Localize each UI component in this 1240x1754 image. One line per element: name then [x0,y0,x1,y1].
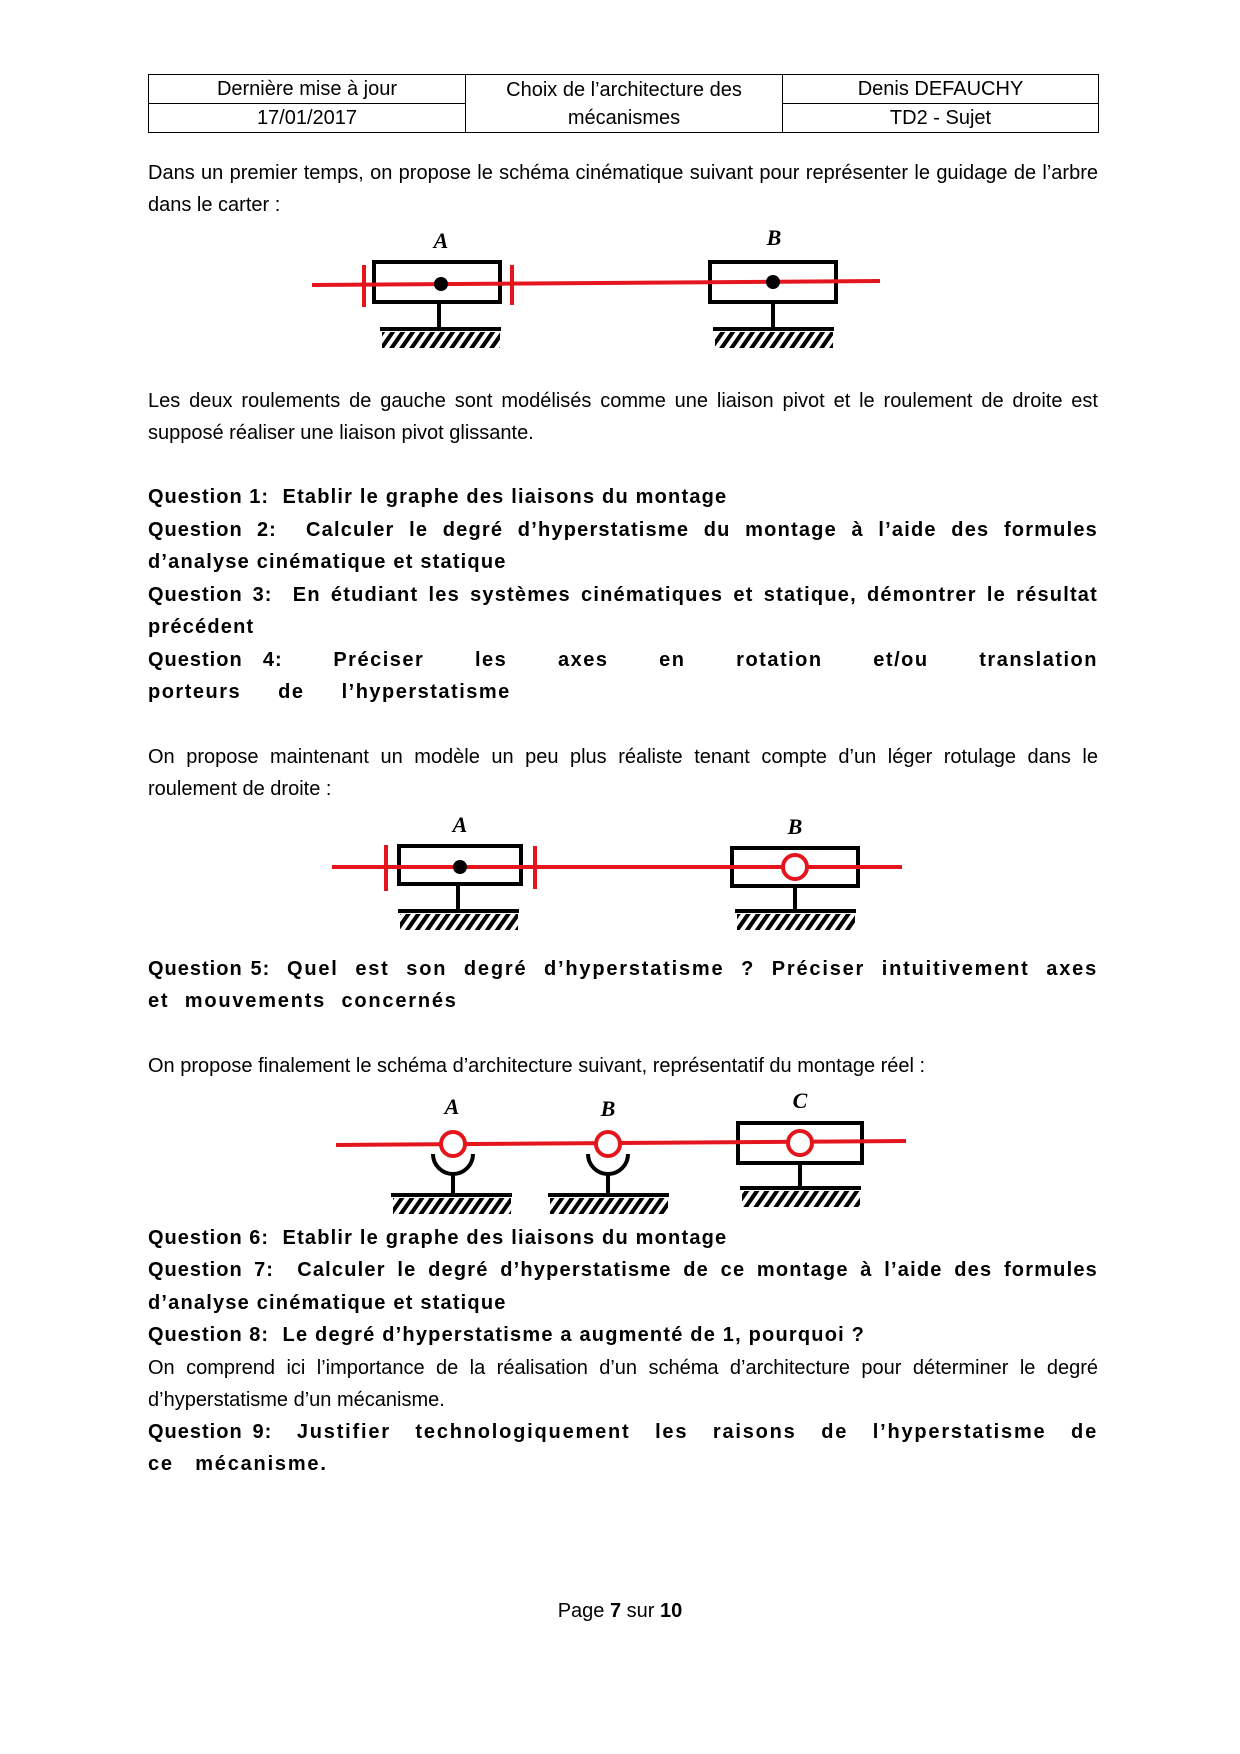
questions-block-2 [148,1222,1098,1352]
question-9 [148,1416,1098,1481]
question-7 [148,1254,1098,1319]
ball-joint-b [596,1132,620,1156]
label-b: B [600,1095,616,1121]
ground-a-hatch [393,1198,511,1214]
question-5-text: Quel est son degré d’hyperstatisme ? Préciser intuitivement axes et mouvements concernés [148,957,1098,1012]
question-1 [148,481,1098,514]
header-table [148,74,1099,133]
ground-b-hatch [550,1198,668,1214]
ball-joint-b [783,855,807,879]
ball-joint-a [441,1132,465,1156]
label-c: C [792,1087,808,1113]
architecture-diagram [148,1086,1098,1216]
author: Denis DEFAUCHY [783,75,1099,104]
paragraph-5: On comprend ici l’importance de la réalisation d’un schéma d’architecture pour déterminer le degré d’hyperstatisme d’un mécanisme. [148,1356,1098,1411]
question-4 [148,644,1098,709]
footer-page-total: 10 [660,1600,683,1622]
question-9-text: Justifier technologiquement les raisons de l’hyperstatisme de ce mécanisme. [148,1420,1098,1475]
footer-page-number: 7 [609,1600,622,1622]
ground-a-hatch [382,332,500,348]
doc-id: TD2 - Sujet [783,104,1099,133]
label-b: B [766,225,782,250]
kinematic-diagram-1 [148,221,1098,371]
question-7-text: Calculer le degré d’hyperstatisme de ce montage à l’aide des formules d’analyse cinématique et statique [148,1259,1099,1314]
paragraph-4: On propose finalement le schéma d’architecture suivant, représentatif du montage réel : [148,1054,926,1077]
question-1-text: Etablir le graphe des liaisons du montage [282,486,728,508]
footer-prefix: Page [557,1600,610,1622]
updated-label: Dernière mise à jour [149,75,466,104]
question-7-num: Question 7: [148,1259,274,1281]
doc-title-line2: mécanismes [567,106,681,129]
question-3-num: Question 3: [148,583,273,606]
footer-middle: sur [621,1600,661,1622]
questions-block-1 [148,481,1098,709]
question-5 [148,953,1098,1018]
center-a [434,277,448,291]
updated-date: 17/01/2017 [149,104,466,133]
ground-b-hatch [737,914,855,930]
page-footer [0,1600,1240,1623]
doc-title-line1: Choix de l’architecture des [506,78,742,101]
question-3-text: En étudiant les systèmes cinématiques et statique, démontrer le résultat précédent [148,583,1098,638]
kinematic-diagram-2 [148,811,1098,936]
question-5-num: Question 5: [148,957,271,980]
page-content [148,74,1098,1481]
ground-b-hatch [715,332,833,348]
question-9-num: Question 9: [148,1420,273,1443]
question-8 [148,1319,1098,1352]
question-4-num: Question 4: [148,648,283,671]
question-8-num: Question 8: [148,1324,270,1346]
question-6-text: Etablir le graphe des liaisons du montage [282,1226,728,1249]
paragraph-2: Les deux roulements de gauche sont modélisés comme une liaison pivot et le roulement de droite est supposé réaliser une liaison pivot glissante. [148,390,1098,444]
ground-c-hatch [742,1191,860,1207]
ground-a-hatch [400,914,518,930]
label-b: B [787,813,803,839]
question-1-num: Question 1: [148,486,270,508]
question-2-text: Calculer le degré d’hyperstatisme du montage à l’aide des formules d’analyse cinématique et statique [148,518,1099,573]
question-8-text: Le degré d’hyperstatisme a augmenté de 1, pourquoi ? [282,1324,866,1346]
intro-paragraph: Dans un premier temps, on propose le schéma cinématique suivant pour représenter le guidage de l’arbre dans le carter : [148,162,1098,216]
question-4-text: Préciser les axes en rotation et/ou translation porteurs de l’hyperstatisme [148,648,1098,703]
questions-block-5 [148,953,1098,1018]
center-a [453,860,467,874]
shaft-axis [312,281,880,285]
question-6 [148,1222,1098,1255]
label-a: A [452,811,468,837]
paragraph-3: On propose maintenant un modèle un peu plus réaliste tenant compte d’un léger rotulage dans le roulement de droite : [148,745,1098,800]
question-3 [148,579,1098,644]
center-b [766,275,780,289]
doc-title [466,75,783,133]
question-6-num: Question 6: [148,1226,270,1249]
question-2-num: Question 2: [148,518,277,541]
label-a: A [433,228,449,253]
ball-joint-c [788,1131,812,1155]
label-a: A [444,1093,460,1119]
question-2 [148,514,1098,579]
